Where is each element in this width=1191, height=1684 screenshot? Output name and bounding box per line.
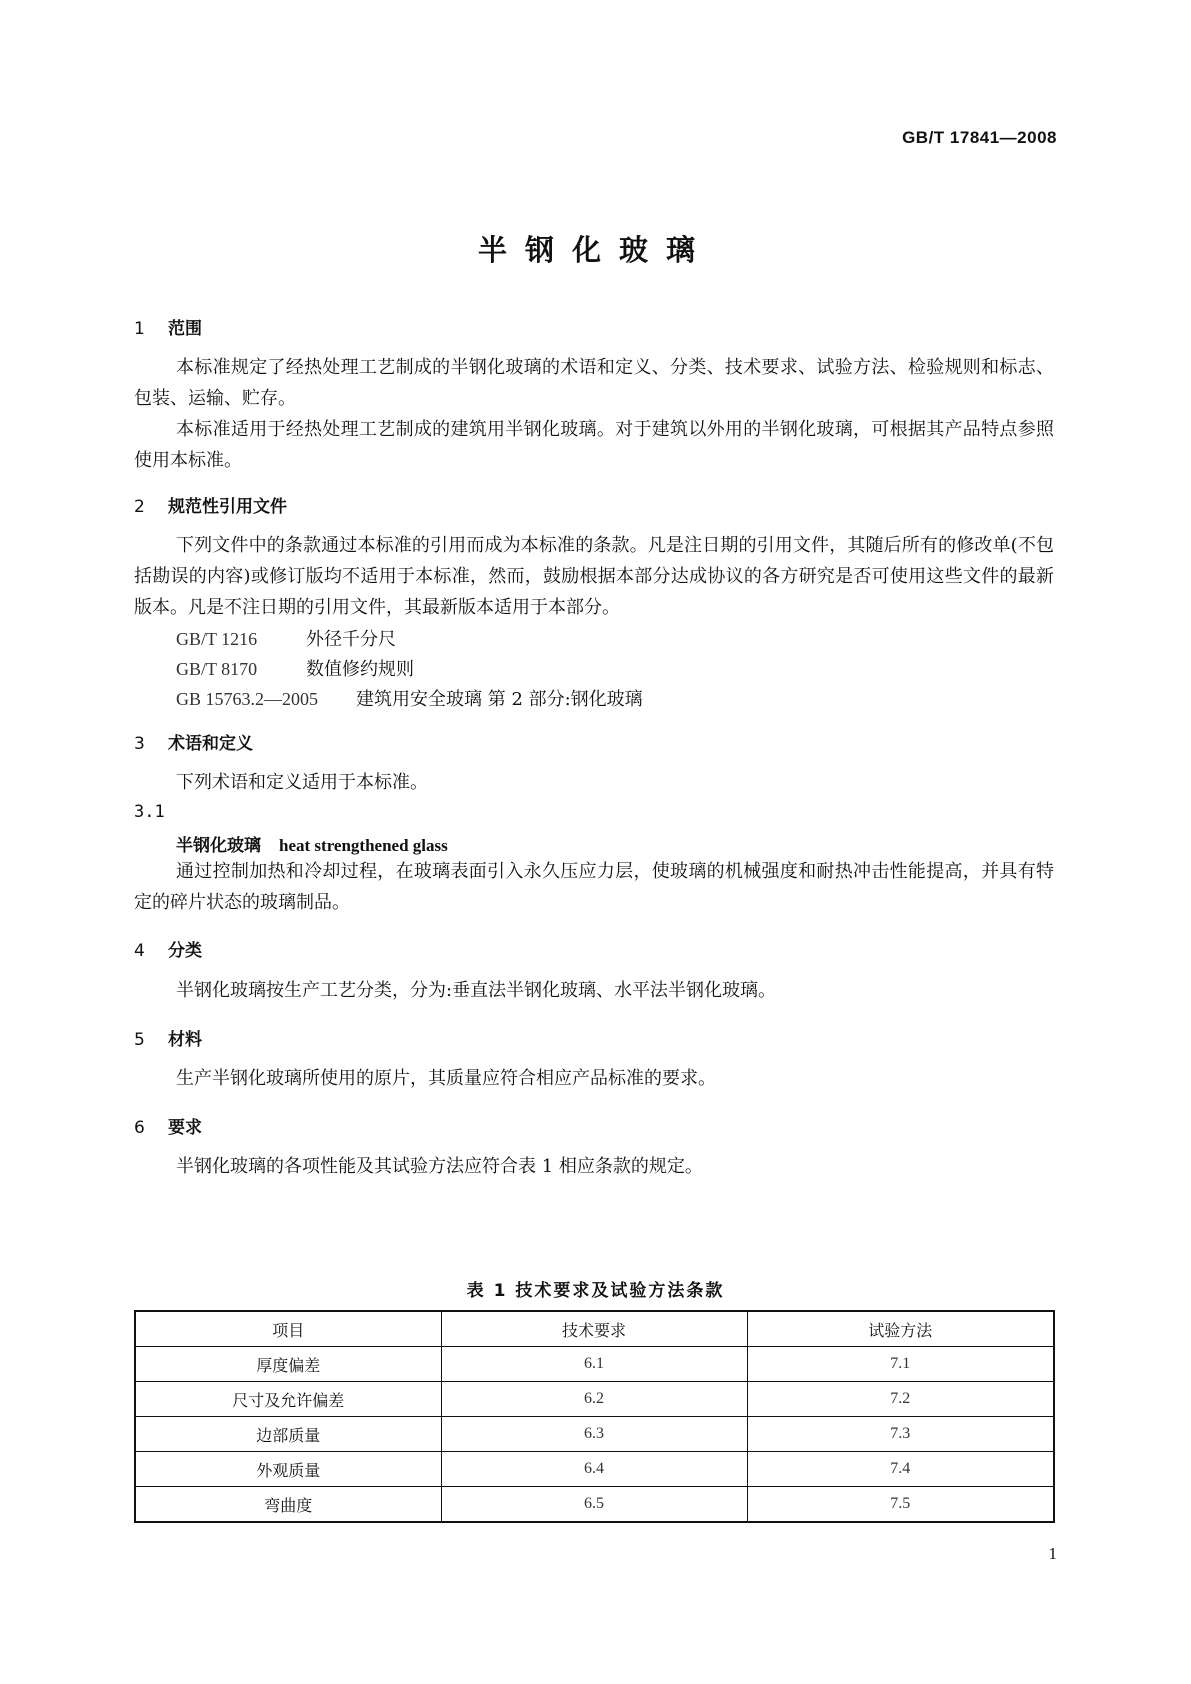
test-method-cell: 7.1 <box>747 1347 1054 1382</box>
term-definition: 通过控制加热和冷却过程，在玻璃表面引入永久压应力层，使玻璃的机械强度和耐热冲击性能提高，并具有特定的碎片状态的玻璃制品。 <box>134 861 1054 913</box>
reference-item <box>176 685 643 711</box>
table-header-row <box>135 1311 1054 1347</box>
section-title: 分类 <box>168 941 202 961</box>
reference-code: GB/T 1216 <box>176 629 258 649</box>
paragraph: 生产半钢化玻璃所使用的原片，其质量应符合相应产品标准的要求。 <box>176 1068 716 1089</box>
section-number: 6 <box>134 1118 145 1138</box>
test-method-cell: 7.3 <box>747 1417 1054 1452</box>
item-cell: 边部质量 <box>135 1417 441 1452</box>
section-number: 3 <box>134 734 145 754</box>
section-6-heading <box>134 1113 202 1138</box>
table-row <box>135 1382 1054 1417</box>
document-title: 半钢化玻璃 <box>477 233 713 267</box>
section-title: 材料 <box>168 1030 202 1050</box>
reference-title: 数值修约规则 <box>306 659 414 680</box>
paragraph: 下列文件中的条款通过本标准的引用而成为本标准的条款。凡是注日期的引用文件，其随后所有的修改单(不包括勘误的内容)或修订版均不适用于本标准，然而，鼓励根据本部分达成协议的各方研究是否可使用这些文件的最新版本。凡是不注日期的引用文件，其最新版本适用于本部分。 <box>134 535 1054 618</box>
table-row <box>135 1417 1054 1452</box>
section-number: 1 <box>134 319 145 339</box>
column-header: 项目 <box>135 1311 441 1347</box>
section-title: 规范性引用文件 <box>168 497 287 517</box>
item-cell: 外观质量 <box>135 1452 441 1487</box>
section-number: 2 <box>134 497 145 517</box>
column-header: 技术要求 <box>441 1311 747 1347</box>
subclause-number: 3.1 <box>134 802 165 822</box>
table-caption: 表 1 技术要求及试验方法条款 <box>466 1281 725 1301</box>
requirement-cell: 6.2 <box>441 1382 747 1417</box>
requirement-cell: 6.1 <box>441 1347 747 1382</box>
reference-code: GB/T 8170 <box>176 659 258 679</box>
section-number: 4 <box>134 941 145 961</box>
paragraph: 下列术语和定义适用于本标准。 <box>176 772 428 793</box>
section-4-heading <box>134 936 202 961</box>
paragraph: 本标准规定了经热处理工艺制成的半钢化玻璃的术语和定义、分类、技术要求、试验方法、检验规则和标志、包装、运输、贮存。 <box>134 357 1054 409</box>
section-title: 范围 <box>168 319 202 339</box>
reference-code: GB 15763.2—2005 <box>176 689 319 709</box>
term-english: heat strengthened glass <box>279 836 448 855</box>
page-number: 1 <box>1048 1544 1057 1563</box>
reference-item <box>176 625 396 651</box>
requirement-cell: 6.5 <box>441 1487 747 1523</box>
test-method-cell: 7.2 <box>747 1382 1054 1417</box>
term-chinese: 半钢化玻璃 <box>176 836 261 856</box>
section-1-heading <box>134 314 202 339</box>
section-2-heading <box>134 492 287 517</box>
reference-item <box>176 655 414 681</box>
standard-number: GB/T 17841—2008 <box>902 128 1057 147</box>
paragraph: 本标准适用于经热处理工艺制成的建筑用半钢化玻璃。对于建筑以外用的半钢化玻璃，可根据其产品特点参照使用本标准。 <box>134 419 1054 471</box>
reference-title: 建筑用安全玻璃 第 2 部分:钢化玻璃 <box>356 689 643 710</box>
term-entry <box>176 831 448 856</box>
requirement-cell: 6.3 <box>441 1417 747 1452</box>
section-number: 5 <box>134 1030 145 1050</box>
requirement-cell: 6.4 <box>441 1452 747 1487</box>
item-cell: 弯曲度 <box>135 1487 441 1523</box>
paragraph: 半钢化玻璃的各项性能及其试验方法应符合表 1 相应条款的规定。 <box>176 1156 703 1177</box>
section-title: 术语和定义 <box>168 734 253 754</box>
item-cell: 厚度偏差 <box>135 1347 441 1382</box>
requirements-table <box>134 1310 1055 1523</box>
section-5-heading <box>134 1025 202 1050</box>
section-3-heading <box>134 729 253 754</box>
column-header: 试验方法 <box>747 1311 1054 1347</box>
paragraph: 半钢化玻璃按生产工艺分类，分为:垂直法半钢化玻璃、水平法半钢化玻璃。 <box>176 980 777 1001</box>
reference-title: 外径千分尺 <box>306 629 396 650</box>
test-method-cell: 7.4 <box>747 1452 1054 1487</box>
test-method-cell: 7.5 <box>747 1487 1054 1523</box>
table-row <box>135 1452 1054 1487</box>
table-row <box>135 1487 1054 1523</box>
table-row <box>135 1347 1054 1382</box>
section-title: 要求 <box>168 1118 202 1138</box>
item-cell: 尺寸及允许偏差 <box>135 1382 441 1417</box>
